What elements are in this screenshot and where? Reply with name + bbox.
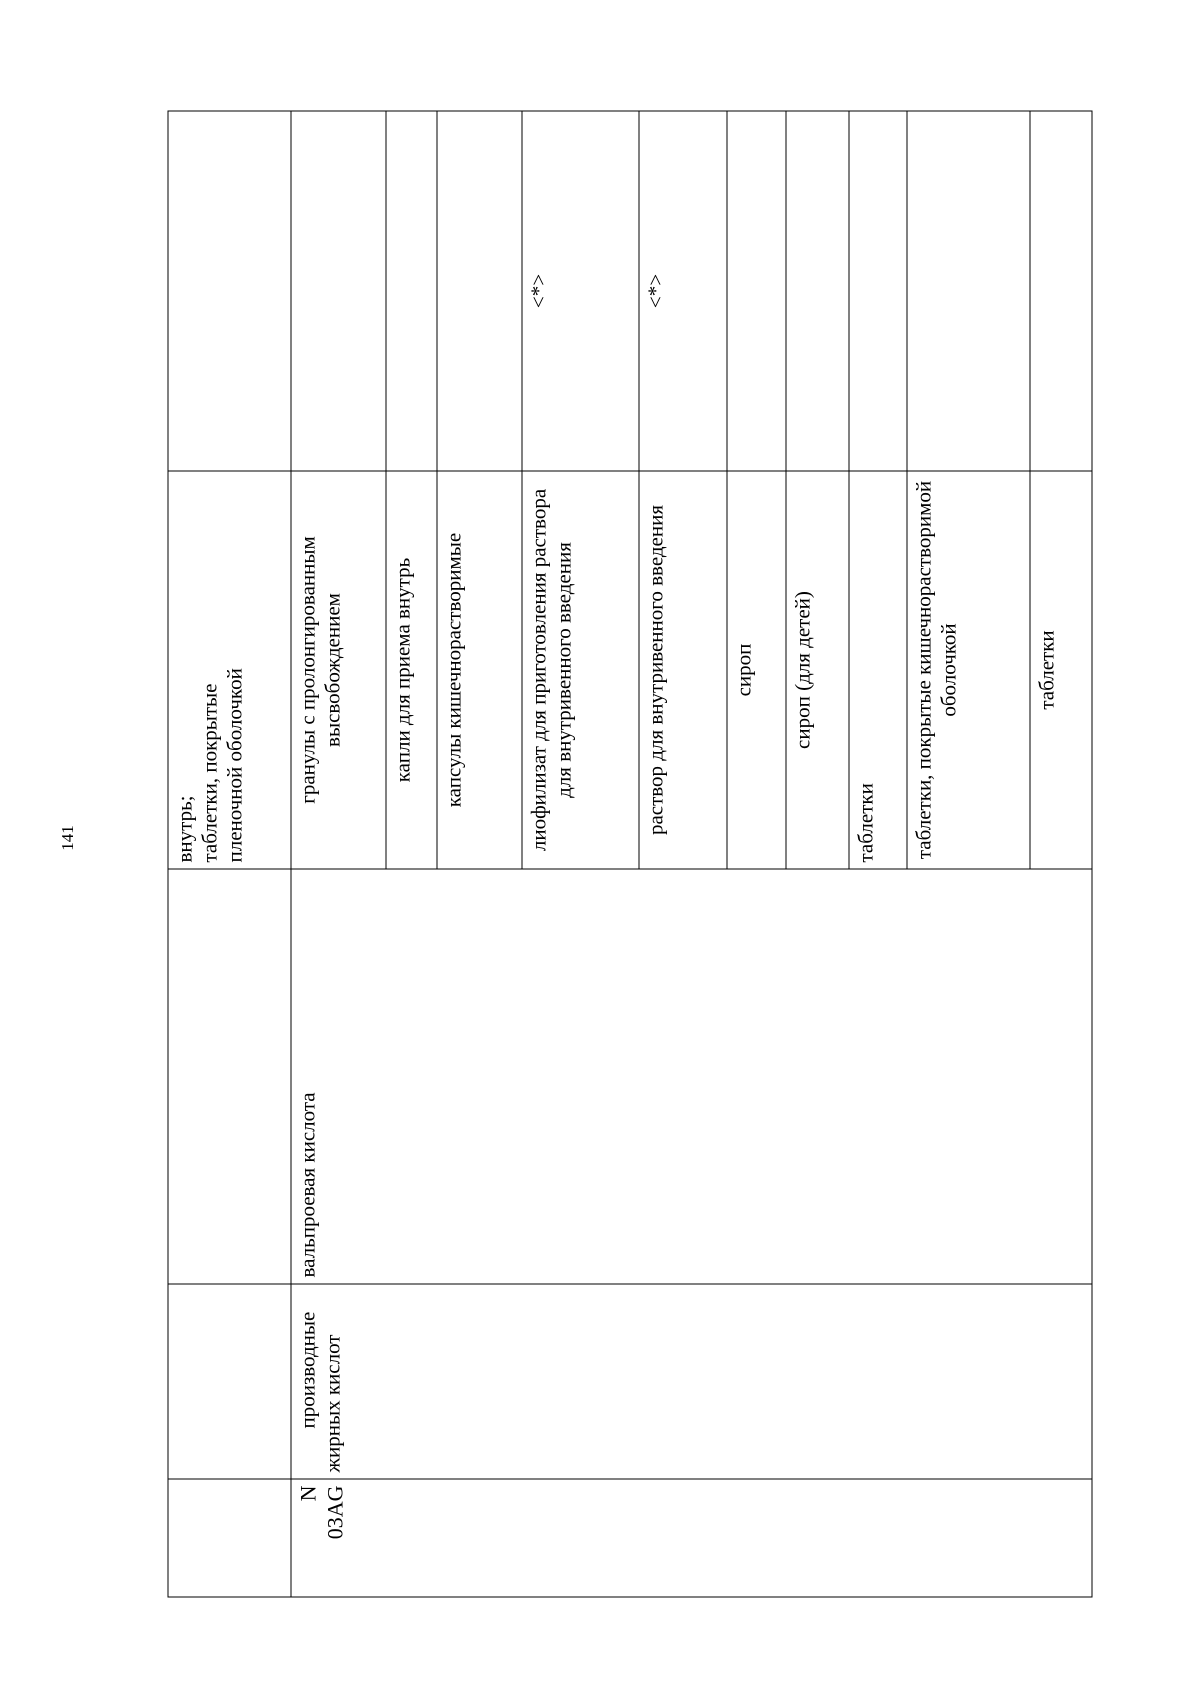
- pharm-group-cell: производные жирных кислот: [291, 1284, 1092, 1479]
- note-cell: <*>: [639, 111, 726, 471]
- note-cell: [386, 111, 436, 471]
- drug-table: [168, 111, 1093, 1598]
- dosage-form-cell: капли для приема внутрь: [386, 471, 436, 869]
- code-cell: [168, 1479, 291, 1597]
- note-cell: [1030, 111, 1092, 471]
- dosage-form-cell: сироп (для детей): [786, 471, 849, 869]
- note-cell: [907, 111, 1030, 471]
- note-cell: [849, 111, 907, 471]
- drug-table-rotated: [168, 112, 1093, 1598]
- note-cell: [168, 111, 291, 471]
- note-cell: [786, 111, 849, 471]
- dosage-form-cell: таблетки, покрытые кишечнорастворимой оболочкой: [907, 471, 1030, 869]
- note-cell: [291, 111, 386, 471]
- dosage-form-cell: гранулы с пролонгированным высвобождением: [291, 471, 386, 869]
- dosage-form-cell: внутрь; таблетки, покрытые пленочной оболочкой: [168, 471, 291, 869]
- dosage-form-cell: сироп: [727, 471, 786, 869]
- group-cell: [168, 1284, 291, 1479]
- note-cell: [437, 111, 522, 471]
- substance-cell: [168, 869, 291, 1284]
- dosage-form-cell: раствор для внутривенного введения: [639, 471, 726, 869]
- atc-code-cell: N 03AG: [291, 1479, 1092, 1597]
- note-cell: [727, 111, 786, 471]
- table-row: [291, 111, 386, 1597]
- substance-name-cell: вальпроевая кислота: [291, 869, 1092, 1284]
- dosage-form-cell: капсулы кишечнорастворимые: [437, 471, 522, 869]
- dosage-form-cell: таблетки: [849, 471, 907, 869]
- dosage-form-cell: таблетки: [1030, 471, 1092, 869]
- note-cell: <*>: [522, 111, 640, 471]
- page-number: 141: [58, 825, 77, 851]
- continuation-row: [168, 111, 291, 1597]
- dosage-form-cell: лиофилизат для приготовления раствора для внутривенного введения: [522, 471, 640, 869]
